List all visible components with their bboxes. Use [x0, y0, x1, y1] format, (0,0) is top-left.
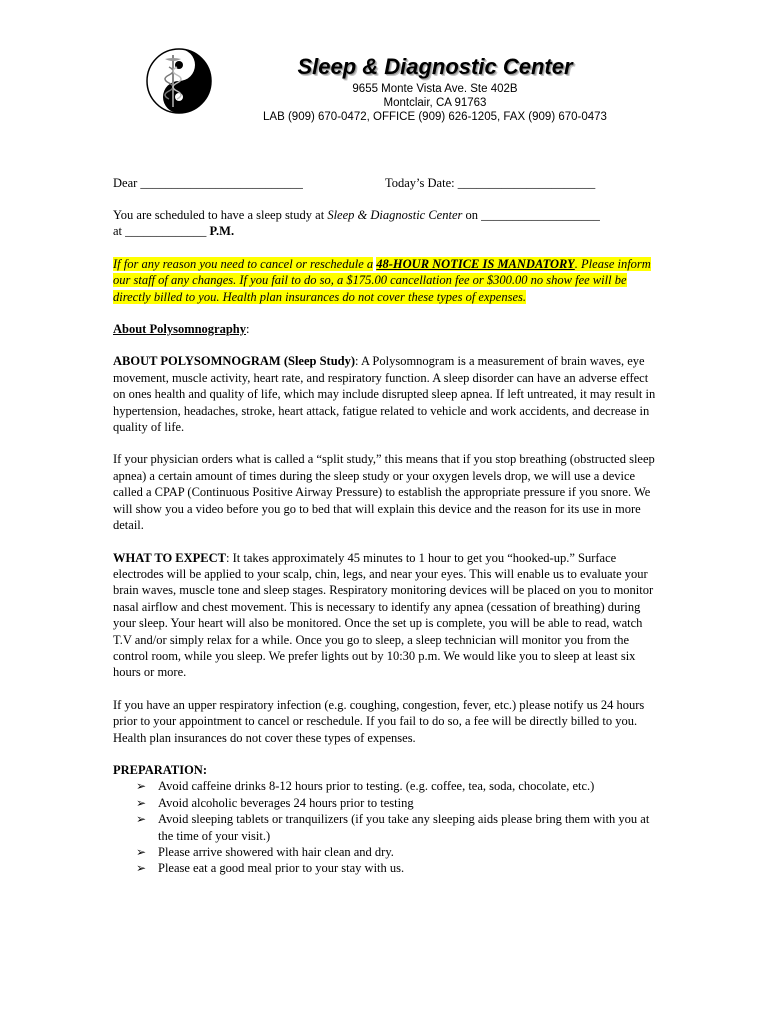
yin-yang-caduceus-icon [145, 47, 213, 115]
arrow-bullet-icon: ➢ [136, 845, 147, 859]
psg-paragraph [113, 353, 658, 435]
about-heading-colon: : [246, 322, 250, 337]
arrow-bullet-icon: ➢ [136, 795, 147, 810]
schedule-pm: P.M. [209, 224, 235, 239]
arrow-bullet-icon: ➢ [136, 779, 147, 794]
schedule-at-label: at [113, 224, 123, 239]
cancellation-notice [113, 256, 658, 305]
list-item-text: Avoid alcoholic beverages 24 hours prior to testing [158, 795, 414, 810]
psg-heading: ABOUT POLYSOMNOGRAM (Sleep Study) [113, 354, 356, 369]
schedule-time-blank[interactable]: _____________ [125, 224, 207, 239]
list-item [136, 844, 658, 860]
greeting-row [113, 175, 658, 191]
address-line-2: Montclair, CA 91763 [383, 97, 487, 109]
schedule-on-label: on [465, 208, 478, 222]
center-title: Sleep & Diagnostic Center [297, 54, 573, 79]
address-line-1: 9655 Monte Vista Ave. Ste 402B [352, 83, 518, 95]
schedule-date-blank[interactable]: ___________________ [481, 208, 600, 222]
list-item-text: Avoid caffeine drinks 8-12 hours prior to testing. (e.g. coffee, tea, soda, chocolate, etc.) [158, 779, 595, 794]
letter-body [113, 175, 658, 877]
expect-text: : It takes approximately 45 minutes to 1 hour to get you “hooked-up.” Surface electrodes will be applied to your scalp, chin, legs, and near your eyes. This will enable us to evaluate your brain waves, muscle tone and sleep stages. Respiratory monitoring devices will be placed on you to monitor nasal airflow and chest movement. This is necessary to identify any apnea (cessation of breathing) during your sleep. Your heart will also be monitored. Once the set up is complete, you will be able to read, watch T.V and/or simply relax for a while. Once you go to sleep, a sleep technician will monitor you from the control room, while you sleep. We prefer lights out by 10:30 p.m. We would like you to sleep at least six hours or more. [113, 550, 654, 680]
arrow-bullet-icon: ➢ [136, 861, 147, 876]
about-heading [113, 321, 658, 337]
list-item [136, 778, 658, 794]
dear-label: Dear [113, 176, 138, 190]
dear-blank[interactable]: __________________________ [140, 176, 303, 190]
list-item-text: Avoid sleeping tablets or tranquilizers (if you take any sleeping aids please bring them with you at the time of your visit.) [158, 812, 650, 843]
schedule-text: You are scheduled to have a sleep study at [113, 208, 325, 222]
expect-paragraph [113, 550, 658, 681]
schedule-paragraph [113, 207, 658, 240]
list-item [136, 811, 658, 844]
date-field [385, 175, 595, 191]
list-item [136, 860, 658, 876]
infection-paragraph: If you have an upper respiratory infection (e.g. coughing, congestion, fever, etc.) please notify us 24 hours prior to your appointment to cancel or reschedule. If you fail to do so, a fee will be directly billed to you. Health plan insurances do not cover these types of expenses. [113, 697, 645, 745]
letterhead [230, 52, 640, 124]
phone-numbers: LAB (909) 670-0472, OFFICE (909) 626-1205, FAX (909) 670-0473 [263, 111, 607, 123]
list-item-text: Please eat a good meal prior to your stay with us. [158, 861, 405, 876]
list-item-text: Please arrive showered with hair clean and dry. [158, 845, 394, 859]
notice-part-1: If for any reason you need to cancel or reschedule a [113, 256, 374, 271]
arrow-bullet-icon: ➢ [136, 812, 147, 827]
schedule-center-name: Sleep & Diagnostic Center [327, 208, 463, 222]
dear-field [113, 175, 303, 191]
date-blank[interactable]: ______________________ [457, 176, 596, 190]
preparation-heading-text: PREPARATION: [113, 762, 207, 777]
preparation-heading [113, 762, 658, 778]
psg-text: : A Polysomnogram is a measurement of brain waves, eye movement, muscle activity, heart rate, and respiratory function. A sleep disorder can have an adverse effect on ones health and quality of life, which may include disrupted sleep apnea. If left untreated, it may result in hypertension, headaches, stroke, heart attack, fatigue related to vehicle and work accidents, and decrease in quality of life. [113, 354, 656, 435]
list-item [136, 795, 658, 811]
notice-part-2: . Please inform our staff of any changes. If you fail to do so, a $175.00 cancellation fee or $300.00 no show fee will be directly billed to you. Health plan insurances do not cover these types of expenses. [113, 256, 651, 304]
split-study-paragraph: If your physician orders what is called a “split study,” this means that if you stop breathing (obstructed sleep apnea) a certain amount of times during the sleep study or your oxygen levels drop, we will use a device called a CPAP (Continuous Positive Airway Pressure) to establish the appropriate pressure if you snore. We will show you a video before you go to bed that will explain this device and the reason for its use in more detail. [113, 452, 655, 533]
about-heading-text: About Polysomnography [113, 322, 247, 337]
expect-heading: WHAT TO EXPECT [113, 550, 226, 565]
date-label: Today’s Date: [385, 176, 455, 190]
notice-mandatory: 48-HOUR NOTICE IS MANDATORY [376, 256, 575, 271]
preparation-list [113, 778, 658, 876]
